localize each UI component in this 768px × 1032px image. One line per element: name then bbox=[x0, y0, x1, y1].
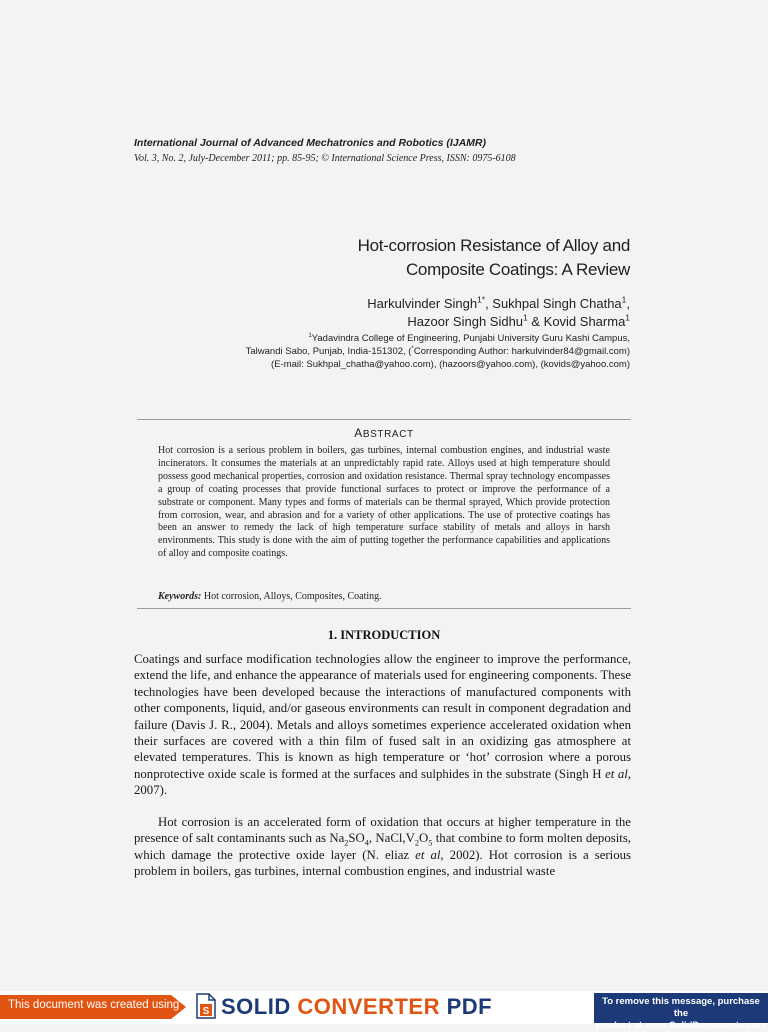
author-marker: 1 bbox=[523, 312, 528, 323]
author-name: , Sukhpal Singh Chatha bbox=[485, 296, 622, 311]
affiliation bbox=[246, 332, 630, 371]
document-icon bbox=[196, 993, 216, 1019]
author-marker: 1 bbox=[621, 294, 627, 305]
citation-etal: et al bbox=[415, 847, 441, 862]
title-line-2: Composite Coatings: A Review bbox=[405, 260, 630, 279]
authors-line-2 bbox=[367, 313, 630, 331]
notice-line-2: product at www.SolidDocuments.com bbox=[595, 1020, 767, 1031]
keywords-label: Keywords: bbox=[158, 591, 202, 602]
author-marker: 1* bbox=[477, 294, 486, 305]
author-marker: 1 bbox=[625, 312, 630, 323]
subscript: 2 bbox=[344, 838, 349, 848]
paragraph-text: , 2007). bbox=[134, 766, 631, 798]
affiliation-marker: 1 bbox=[308, 331, 312, 339]
affiliation-text: Talwandi Sabo, Punjab, India-151302, ( bbox=[245, 346, 412, 357]
abstract-top-rule bbox=[137, 419, 631, 420]
keywords-list: Hot corrosion, Alloys, Composites, Coating. bbox=[201, 591, 382, 602]
abstract-bottom-rule bbox=[137, 608, 631, 609]
paragraph-text: that combine to form molten deposits, which damage the protective oxide layer (N. eliaz bbox=[134, 831, 631, 862]
corresponding-author: Corresponding Author: harkulvinder84@gmail.com) bbox=[413, 346, 630, 357]
created-using-text: This document was created using bbox=[8, 999, 180, 1011]
paragraph-text: , NaCl,V bbox=[368, 831, 415, 846]
title-line-1: Hot-corrosion Resistance of Alloy and bbox=[357, 236, 630, 255]
brand-solid: SOLID bbox=[221, 994, 298, 1019]
affiliation-line-2 bbox=[246, 345, 630, 358]
affiliation-line-3: (E-mail: Sukhpal_chatha@yahoo.com), (hazoors@yahoo.com), (kovids@yahoo.com) bbox=[271, 359, 630, 370]
brand-converter: CONVERTER bbox=[297, 994, 440, 1019]
notice-line-1: To remove this message, purchase the bbox=[602, 996, 760, 1019]
corresponding-marker: * bbox=[411, 344, 414, 352]
paragraph-1 bbox=[134, 651, 631, 799]
author-list bbox=[367, 295, 630, 331]
author-name: Hazoor Singh Sidhu bbox=[407, 314, 524, 329]
journal-volume-info: Vol. 3, No. 2, July-December 2011; pp. 85-95; © International Science Press, ISSN: 0975-6108 bbox=[134, 153, 516, 164]
purchase-notice-link[interactable] bbox=[594, 993, 768, 1031]
abstract-heading bbox=[0, 426, 768, 440]
paragraph-text: SO bbox=[348, 831, 365, 846]
affiliation-text: Yadavindra College of Engineering, Punjabi University Guru Kashi Campus, bbox=[311, 333, 630, 344]
abstract-heading-rest: BSTRACT bbox=[362, 429, 414, 440]
paragraph-text: , 2002). Hot corrosion is a serious problem in boilers, gas turbines, internal combustion engines, and industrial waste bbox=[134, 847, 632, 879]
author-separator: , bbox=[626, 296, 630, 311]
author-name: & Kovid Sharma bbox=[527, 314, 626, 329]
subscript: 2 bbox=[414, 838, 420, 848]
abstract-heading-initial: A bbox=[354, 426, 363, 440]
author-name: Harkulvinder Singh bbox=[367, 296, 478, 311]
paragraph-2 bbox=[134, 814, 631, 880]
subscript: 4 bbox=[364, 838, 369, 848]
svg-text:S: S bbox=[202, 1006, 210, 1017]
authors-line-1 bbox=[367, 295, 630, 313]
brand-pdf: PDF bbox=[439, 994, 493, 1019]
solid-converter-logo[interactable] bbox=[221, 994, 492, 1020]
paragraph-text: Hot corrosion is an accelerated form of oxidation that occurs at higher temperature in the presence of salt contaminants such as Na bbox=[134, 815, 631, 846]
keywords bbox=[158, 591, 382, 602]
abstract-text: Hot corrosion is a serious problem in boilers, gas turbines, internal combustion engines, and industrial waste incinerators. It consumes the materials at an unpredictably rapid rate. Alloys used at high temperature should possess good mechanical properties, corrosion and oxidation resistance. Thermal spray technology encompasses a group of coating processes that provide functional surfaces to protect or improve the performance of a substrate or component. Many types and forms of materials can be thermal sprayed, Which provide protection from corrosion, wear, and abrasion and for a variety of other applications. The use of protective coatings has been an answer to remedy the lack of high temperature surface stability of metals and alloys in harsh environments. This study is done with the aim of putting together the performance capabilities and applications of alloy and composite coatings. bbox=[158, 445, 610, 560]
subscript: 5 bbox=[428, 838, 433, 848]
affiliation-line-1 bbox=[246, 332, 630, 345]
paragraph-text: Coatings and surface modification technologies allow the engineer to improve the performance, extend the life, and enhance the appearance of materials used for engineering components. These technologies have been developed because the interactions of manufactured components with other components, liquid, and/or gaseous environments can result in component degradation and failure (Davis J. R., 2004). Metals and alloys sometimes experience accelerated oxidation when their surfaces are covered with a thin film of fused salt in an oxidizing gas atmosphere at elevated temperatures. This is known as high temperature or ‘hot’ corrosion where a porous nonprotective oxide scale is formed at the surfaces and sulphides in the substrate (Singh H bbox=[134, 652, 631, 781]
citation-etal: et al bbox=[605, 766, 628, 781]
journal-name: International Journal of Advanced Mechatronics and Robotics (IJAMR) bbox=[134, 137, 486, 149]
paper-title bbox=[358, 234, 630, 282]
section-heading: 1. INTRODUCTION bbox=[327, 628, 441, 642]
paragraph-text: O bbox=[419, 831, 429, 846]
